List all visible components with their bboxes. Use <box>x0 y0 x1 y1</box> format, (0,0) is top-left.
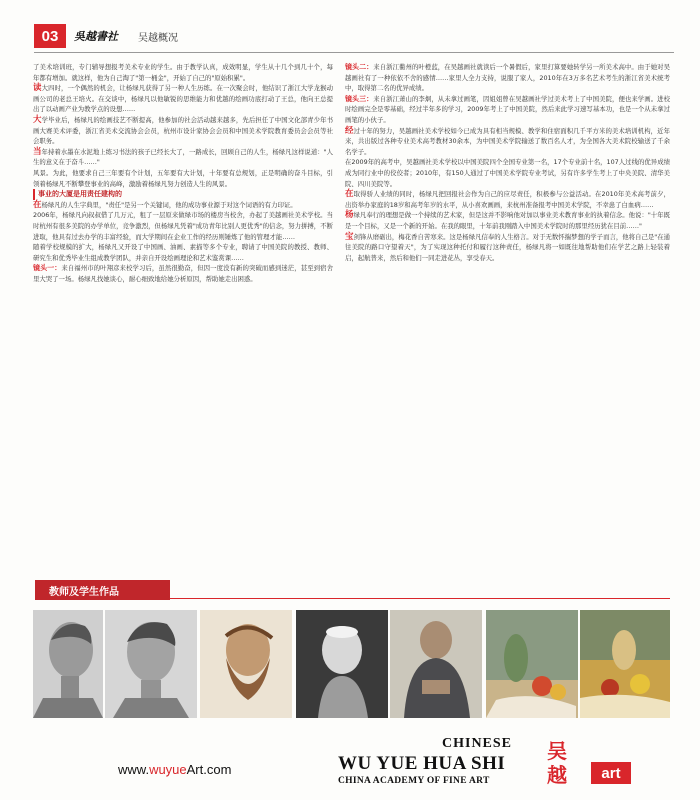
svg-text:越: 越 <box>547 763 567 786</box>
paragraph: 风景。为此，他要求自己三年要有个计划，五年要有大计划，十年要有总规划，正是明确的奋斗目标，引领着杨绿凡不断攀登事业的高峰，激励着杨绿凡努力创造人生的风景。 <box>33 168 333 188</box>
drop-char: 在 <box>345 189 354 200</box>
drop-char: 杨 <box>345 210 354 221</box>
paragraph: 镜头三：来自浙江萧山的李炯，从未拿过画笔，因姐姐曾在吴越画社学过美术考上了中国美院，便也来学画。进校时绘画完全是零基础，经过半年多的学习，2009年考上了中国美院，然后来此学习速写基本功，也是一个从未拿过画笔的小伙子。 <box>345 94 670 124</box>
drop-char: 读 <box>33 83 42 94</box>
quote-label: 镜头二： <box>345 63 374 71</box>
quote-label: 镜头三： <box>345 94 374 103</box>
sepia-portrait-sketch <box>200 610 292 718</box>
academy-logo <box>338 736 638 788</box>
paragraph: 在杨绿凡的人生字典里，"责任"是另一个关键词，他的成功事业源于对这个词语的有力印证。 <box>33 199 297 210</box>
drop-char: 宝 <box>345 231 354 242</box>
paragraph: 读大四时，一个偶然的机会，让杨绿凡获得了另一种人生历练。在一次聚会时，他结识了浙江大学龙猴动画公司的老总王培火。在交谈中，杨绿凡以他敏锐的思维能力和优越的绘画功底打动了王总，他向王总提出了以动画产业为教学点的设想…… <box>33 83 333 114</box>
left-text-column <box>33 62 333 572</box>
paragraph: 大学毕业后，杨绿凡的绘画技艺不断提高，他参加的社会活动越来越多，先后担任了中国文化部青少年书画大赛美术评委，浙江省美术交流协会会员，杭州市设计家协会会员和中国美术学院教育委员会会员等社会职务。 <box>33 114 333 146</box>
paragraph: 经过十年的努力，吴越画社美术学校如今已成为具有相当规模、教学和住宿面积几千平方米的美术培训机构，近年来，共出版过各种专业美术高考教材30余本，为中国美术学院输送了数百名人才，为全国各大美术院校输送了千余名学子。 <box>345 125 670 156</box>
sculpture-sketch-1 <box>33 610 103 718</box>
page-number: 03 <box>34 24 66 48</box>
still-life-yellow-painting <box>580 610 670 718</box>
header-divider <box>34 52 674 53</box>
logo-name-text: WU YUE HUA SHI <box>338 753 506 774</box>
drop-char: 当 <box>33 146 42 157</box>
old-man-charcoal-sketch <box>296 610 388 718</box>
gallery-divider <box>170 598 670 599</box>
paragraph: 在2009年的高考中，吴越画社美术学校以中国美院四个全国专业第一名，17个专业前十名，107人过线的优异成绩成为同行业中的佼佼者；2010年，有150人通过了中国美术学院专业考试，另有许多学生考上了中央美院、清华美院、四川美院等。 <box>345 158 670 188</box>
wuyue-logo-mark-icon <box>545 736 593 786</box>
section-heading: 事业的大厦是用责任建构的 <box>33 189 333 200</box>
gallery-title: 教师及学生作品 <box>35 580 170 600</box>
logo-academy-text: CHINA ACADEMY OF FINE ART <box>338 776 490 786</box>
elderly-woman-painting <box>390 610 482 718</box>
paragraph: 宝剑锋从磨砺出，梅花香自苦寒来。这是杨绿凡信奉的人生格言。对于无数怀揣梦想的学子而言，他将自己是"在通往美院的路口守望着天"，为了实现这种托付和履行这种责任，杨绿凡将一如既往地帮助他们在学艺之路上轻装着启，起航普来，然后和他们一同走进花丛，享受春天。 <box>345 231 670 262</box>
still-life-fruit-painting <box>486 610 578 718</box>
brand-calligraphy: 吳越書社 <box>74 30 118 43</box>
paragraph: 杨绿凡奉行的理想是做一个持续的艺术家，但是这并不影响他对加以事业美术教育事业的执着信念。他说："十年既是一个目标，又是一个新的开始。在我的眼里，十年前我刚踏入中国美术学院时的那里经历犹在目前……" <box>345 210 670 230</box>
drop-char: 经 <box>345 125 354 136</box>
quote-label: 镜头一： <box>33 264 62 273</box>
paragraph: 镜头一：来自福州市的叶翔彦来校学习后，虽然很勤奋，但因一度没有新的突破而感到迷茫，甚至到宿舍里大哭了一场。杨绿凡找她谈心，耐心细致地给她分析原因，帮助她走出困惑。 <box>33 264 333 283</box>
paragraph: 2006年，杨绿凡向叔叔借了几万元，租了一层原来做绿市场的楼房当校舍，办起了美越画社美术学校。当时杭州有很多美院的办学单位，竞争激烈，但杨绿凡凭着"成功青年比别人更优秀"的信念，努力拼搏，不断进取，他具有过去办学的丰富经验，而大学期间在企业工作的经历则锤炼了他的管理才能…… <box>33 211 333 241</box>
paragraph: 随着学校规模的扩大，杨绿凡又开设了中国画、油画、素描等多个专业，聘请了中国美院的教授、教师、研究生和优秀毕业生组成教学团队，并亲自开设绘画理论和艺术鉴赏课…… <box>33 243 333 262</box>
paragraph: 在取得骄人业绩的同时，杨绿凡把回报社会作为自己的应尽责任，积极参与公益活动。在2010年美术高考前夕，出资举办家庭的18岁和高考年岁的水平，从小喜欢画画，来杭州准备报考中国美术学院，不幸患了白血病…… <box>345 189 670 209</box>
svg-text:吴: 吴 <box>547 739 567 763</box>
paragraph: 镜头二：来自浙江衢州的叶橙蓝，在吴越画社就读后一个暑假后，家里打算要她转学另一所美术高中。由于她对吴越画社有了一种依依不舍的感情……家里人全力支持，说服了家人，2010年在3万多名艺术考生的浙江省美术统考中，取得第二名的优异成绩。 <box>345 63 670 93</box>
website-url[interactable]: www.wuyueArt.com <box>118 762 232 777</box>
drop-char: 在 <box>33 199 42 210</box>
sculpture-sketch-2 <box>105 610 197 718</box>
drop-char: 大 <box>33 114 42 125</box>
section-subtitle: 吴越概况 <box>138 33 178 44</box>
logo-chinese-text: CHINESE <box>442 736 513 751</box>
logo-art-badge: art <box>591 762 631 784</box>
paragraph: 当年持着水墨在水泥地上练习书法的孩子已经长大了，一路成长，回顾自己的人生，杨绿凡这样说道："人生的意义在于奋斗……" <box>33 146 333 167</box>
page-header <box>34 20 674 50</box>
intro-paragraph: 了美术培训班，专门辅导想报考美术专业的学生。由于教学认真，成效明显，学生从十几个到几十个，每年都有增加。就这样，他为自己淘了"第一桶金"，开始了自己的"原始积累"。 <box>33 63 333 82</box>
right-text-column <box>345 62 670 584</box>
